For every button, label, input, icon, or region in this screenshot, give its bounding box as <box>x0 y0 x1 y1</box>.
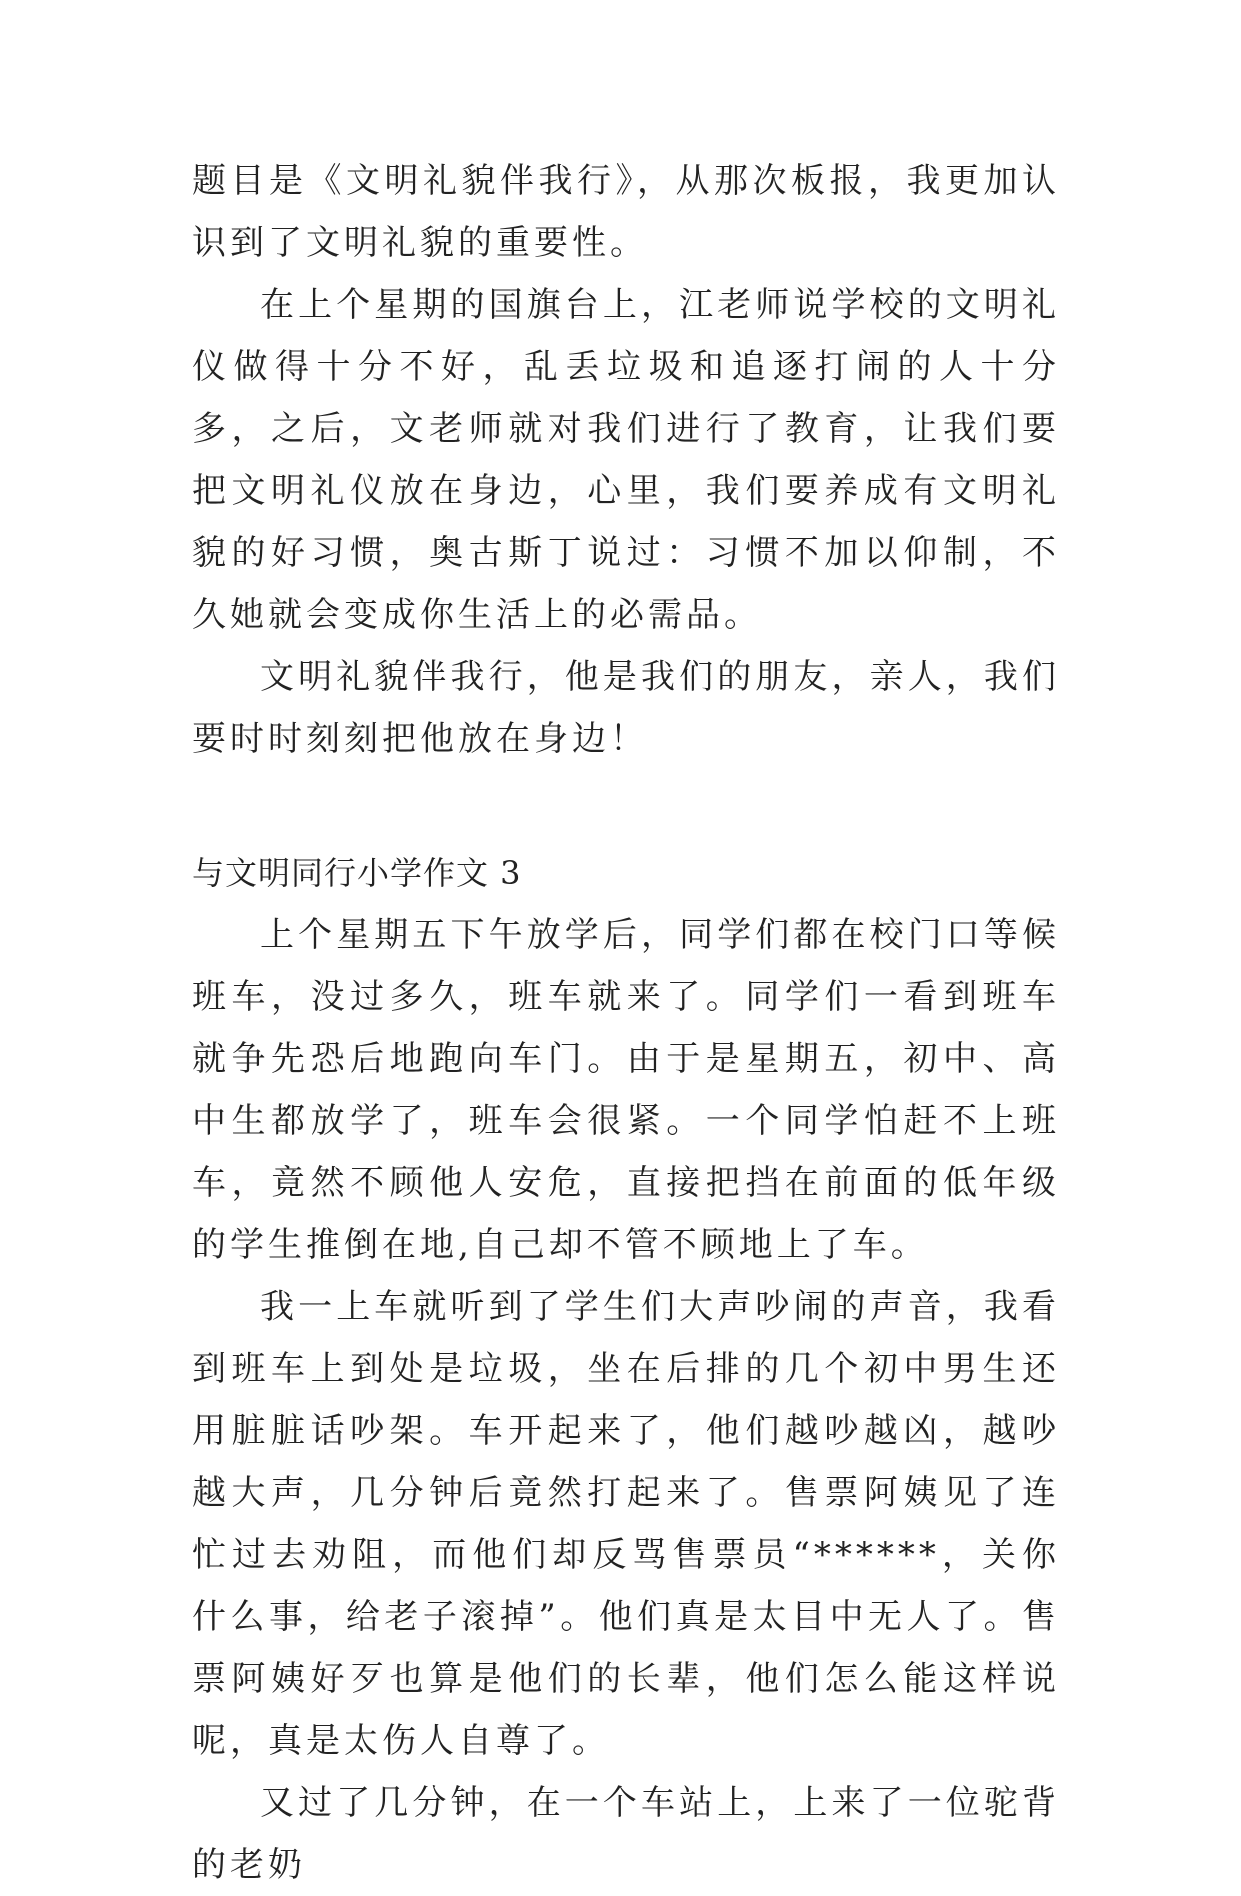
document-body <box>192 150 1060 1896</box>
paragraph: 题目是《文明礼貌伴我行》，从那次板报，我更加认识到了文明礼貌的重要性。 <box>192 161 1060 263</box>
paragraph: 我一上车就听到了学生们大声吵闹的声音，我看到班车上到处是垃圾，坐在后排的几个初中男生还用脏脏话吵架。车开起来了，他们越吵越凶，越吵越大声，几分钟后竟然打起来了。售票阿姨见了连忙过去劝阻，而他们却反骂售票员“******，关你什么事，给老子滚掉”。他们真是太目中无人了。售票阿姨好歹也算是他们的长辈，他们怎么能这样说呢，真是太伤人自尊了。 <box>192 1287 1060 1761</box>
paragraph: 上个星期五下午放学后，同学们都在校门口等候班车，没过多久，班车就来了。同学们一看到班车就争先恐后地跑向车门。由于是星期五，初中、高中生都放学了，班车会很紧。一个同学怕赶不上班车，竟然不顾他人安危，直接把挡在前面的低年级的学生推倒在地,自己却不管不顾地上了车。 <box>192 915 1060 1265</box>
section-heading: 与文明同行小学作文 3 <box>192 854 522 892</box>
paragraph: 在上个星期的国旗台上，江老师说学校的文明礼仪做得十分不好，乱丢垃圾和追逐打闹的人十分多，之后，文老师就对我们进行了教育，让我们要把文明礼仪放在身边，心里，我们要养成有文明礼貌的好习惯，奥古斯丁说过：习惯不加以仰制，不久她就会变成你生活上的必需品。 <box>192 285 1060 635</box>
section-spacer <box>192 770 1060 842</box>
paragraph: 又过了几分钟，在一个车站上，上来了一位驼背的老奶 <box>192 1783 1060 1885</box>
paragraph: 文明礼貌伴我行，他是我们的朋友，亲人，我们要时时刻刻把他放在身边！ <box>192 657 1060 759</box>
